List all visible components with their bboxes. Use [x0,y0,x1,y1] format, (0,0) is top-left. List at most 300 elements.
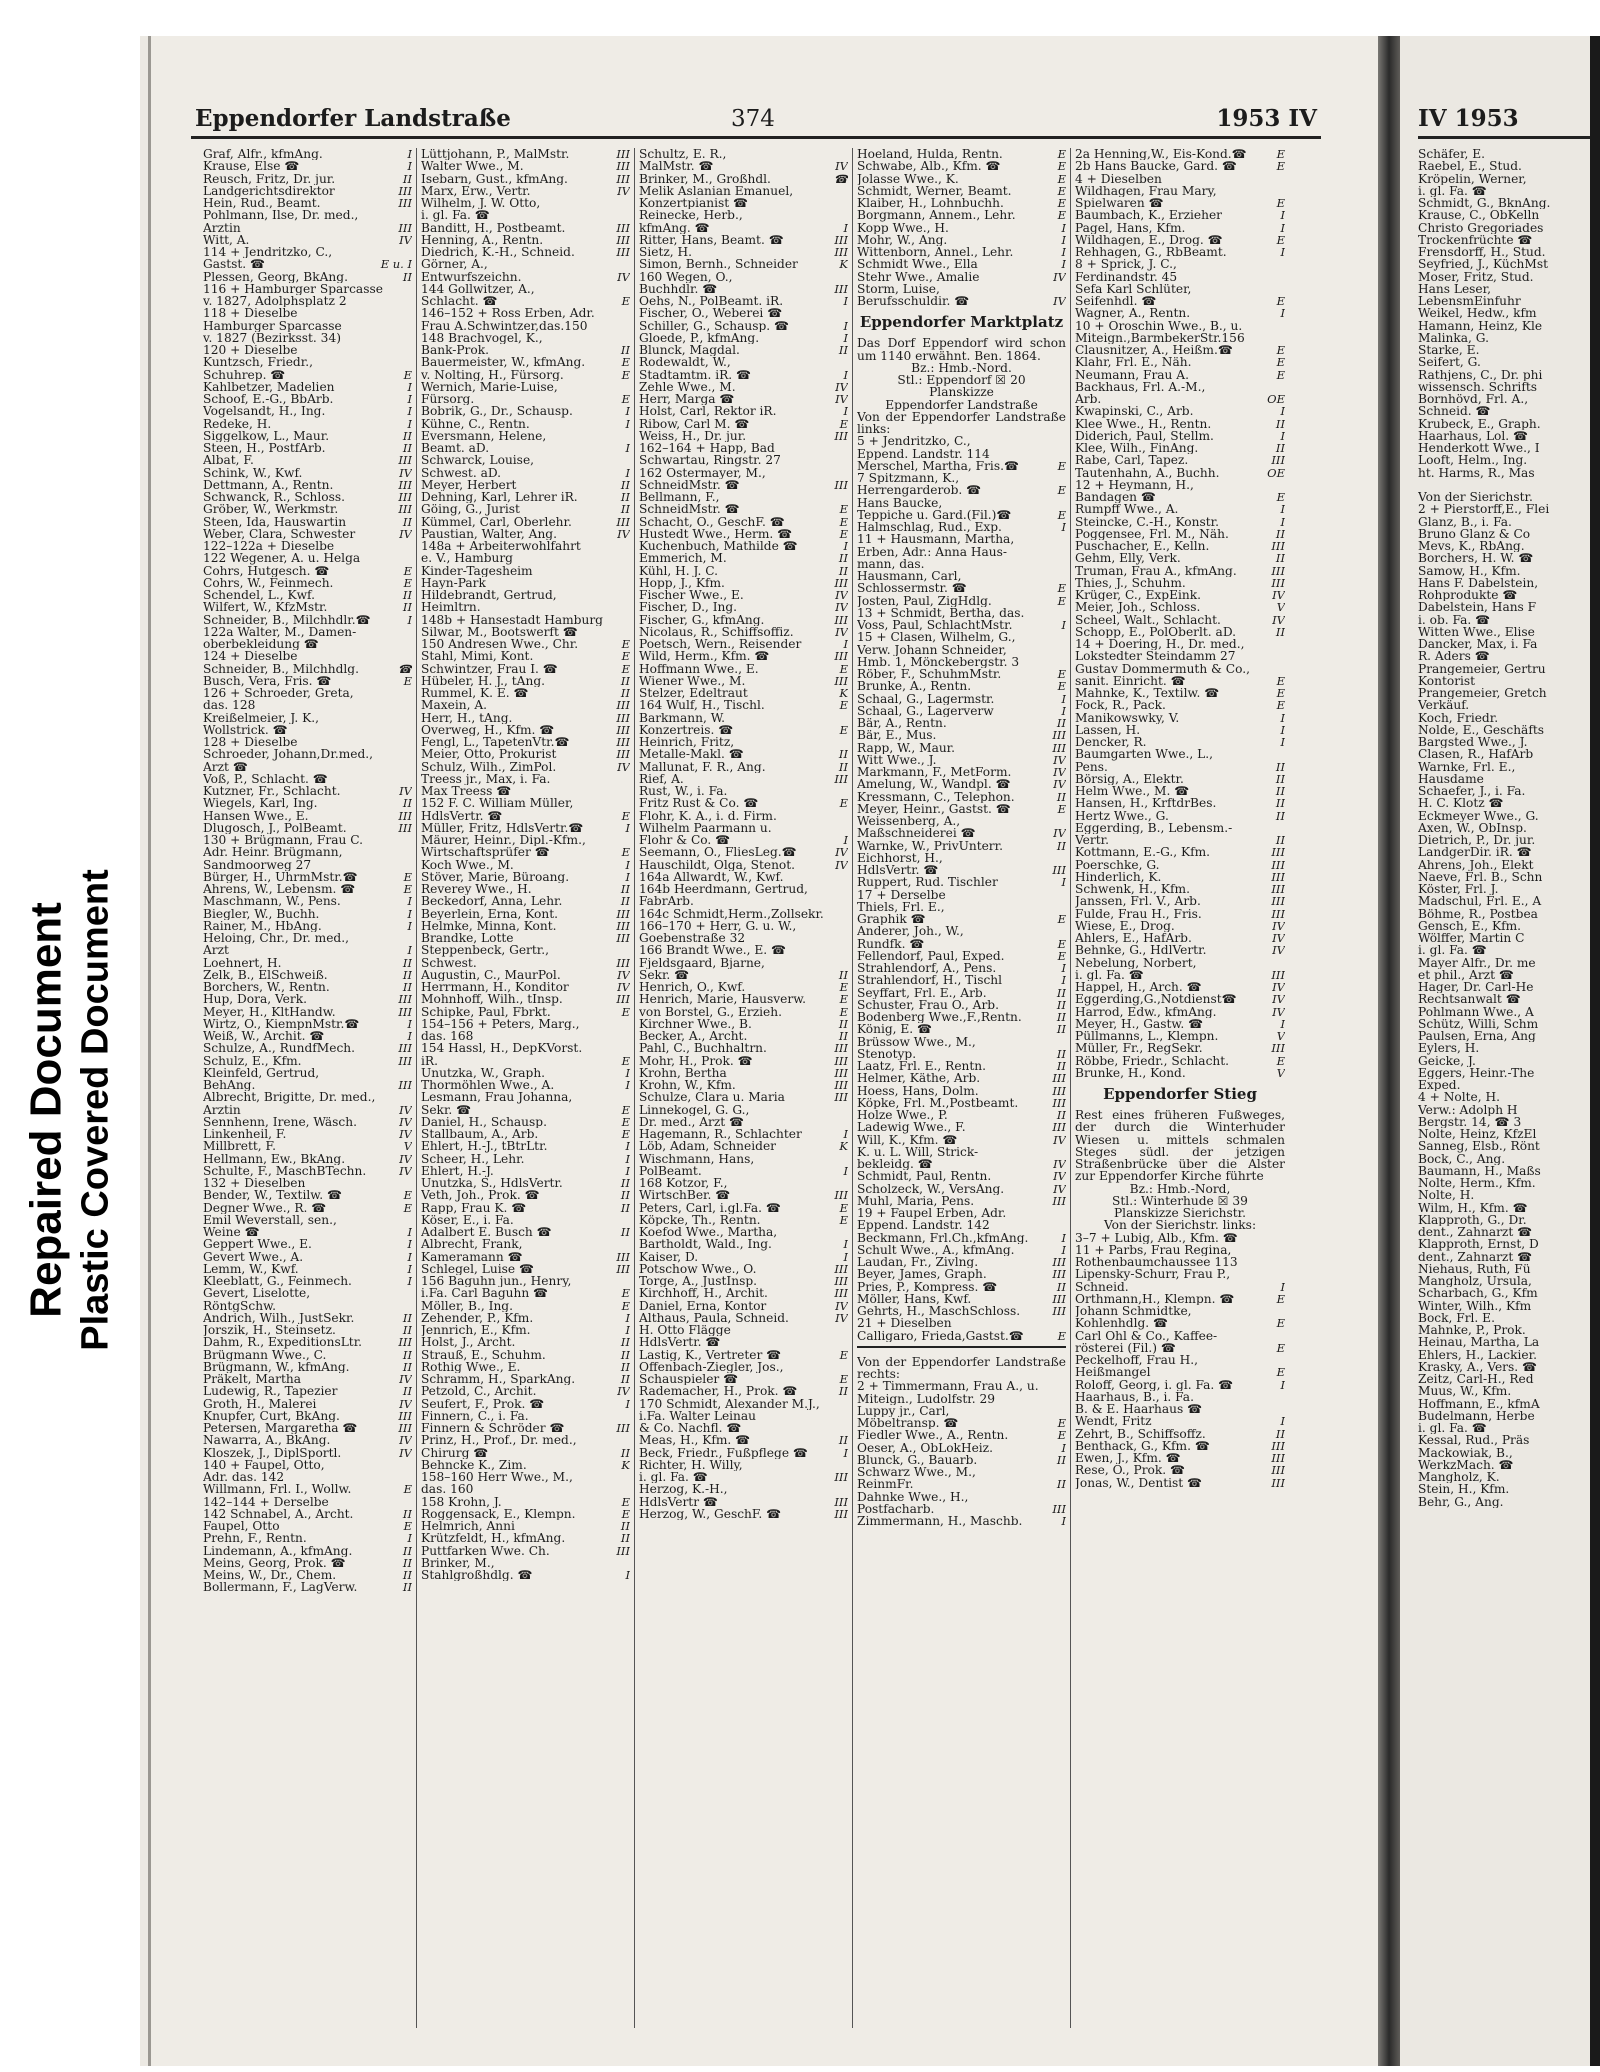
entry-text: 156 Baguhn jun., Henry, [421,1275,572,1288]
directory-entry [639,1091,848,1103]
directory-entry [1075,1219,1285,1231]
floor-marker: IV [617,1385,630,1398]
floor-marker: III [616,1262,630,1275]
directory-entry [1075,405,1285,417]
entry-text: Postfacharb. [857,1502,935,1515]
directory-entry [203,859,412,871]
entry-text: Finnern & Schröder ☎ [421,1422,565,1435]
entry-text: Cohrs, Hutgesch. ☎ [203,564,330,577]
directory-entry [1075,540,1285,552]
directory-entry [421,614,630,626]
entry-text: Brüssow Wwe., M., [857,1035,976,1048]
floor-marker: V [403,1140,412,1153]
floor-marker: II [1056,1047,1066,1060]
entry-text: Torge, A., JustInsp. [639,1275,758,1288]
entry-text: Brinker, M., [421,1556,495,1569]
entry-text: Kleeblatt, G., Feinmech. [203,1275,352,1288]
directory-entry [857,1268,1066,1280]
directory-entry [857,283,1066,295]
directory-entry [421,859,630,871]
floor-marker: IV [1053,778,1066,791]
directory-entry [1075,932,1285,944]
directory-entry [857,987,1066,999]
directory-entry [203,246,412,258]
directory-entry [203,418,412,430]
directory-entry [857,913,1066,925]
directory-entry: 4 + Nolte, H. [1418,1091,1500,1104]
entry-text: Brügmann Wwe., C. [203,1348,327,1361]
entry-text: Sietz, H. [639,246,693,259]
floor-marker: III [616,1422,630,1435]
directory-entry: i. ob. Fa. ☎ [1418,613,1491,626]
directory-column [199,148,417,2028]
directory-entry [1075,981,1285,993]
entry-text: Faupel, Otto [203,1520,280,1533]
floor-marker: E [1276,1317,1285,1330]
directory-entry [1075,1391,1285,1403]
directory-entry [1075,369,1285,381]
entry-text: Konzertpianist ☎ [639,197,749,210]
floor-marker: I [843,1164,848,1177]
floor-marker: III [834,1066,848,1079]
directory-entry: Niehaus, Ruth, Fü [1418,1262,1531,1275]
floor-marker: III [398,221,412,234]
entry-text: Rapp, Frau K. ☎ [421,1201,527,1214]
directory-entry: i. gl. Fa. ☎ [1418,184,1487,197]
entry-text: 140 + Faupel, Otto, [203,1458,325,1471]
floor-marker: I [843,1250,848,1263]
directory-entry [639,1042,848,1054]
directory-entry [857,1503,1066,1515]
directory-entry: 2 + Pierstorff,E., Flei [1418,503,1550,516]
directory-entry [1075,699,1285,711]
entry-text: 122 Wegener, A. u. Helga [203,552,361,565]
floor-marker: E [403,870,412,883]
directory-entry [203,1496,412,1508]
floor-marker: III [398,197,412,210]
entry-text: Schlossermstr. ☎ [857,582,967,595]
directory-entry [421,736,630,748]
entry-text: 4 + Dieselben [1075,172,1162,185]
entry-text: Stadtamtm. iR. ☎ [639,368,752,381]
floor-marker: ☎ [833,172,848,185]
entry-text: Schwabe, Alb., Kfm. ☎ [857,160,1001,173]
directory-entry [203,1251,412,1263]
entry-text: Ewen, J., Kfm. ☎ [1075,1452,1181,1465]
directory-entry: Scharbach, G., Kfm [1418,1287,1538,1300]
floor-marker: II [620,1532,630,1545]
directory-entry [421,1385,630,1397]
entry-text: Unutzka, W., Graph. [421,1066,546,1079]
directory-entry [421,209,630,221]
directory-entry [421,1189,630,1201]
directory-entry [203,467,412,479]
entry-text: Sennhenn, Irene, Wäsch. [203,1115,357,1128]
entry-text: Meyer, Heinr., Gastst. ☎ [857,802,1011,815]
entry-text: Emmerich, M. [639,552,727,565]
entry-text: Pahl, C., Buchhaltrn. [639,1042,767,1055]
directory-entry: Hager, Dr. Carl-He [1418,981,1534,994]
floor-marker: E [1057,594,1066,607]
directory-entry [1075,1379,1285,1391]
entry-text: Potschow Wwe., O. [639,1262,757,1275]
entry-text: Gehrts, H., MaschSchloss. [857,1305,1021,1318]
entry-text: Rodewaldt, W., [639,356,731,369]
directory-entry [421,1312,630,1324]
entry-text: Bank-Prok. [421,344,489,357]
floor-marker: I [843,540,848,553]
entry-text: Schmidt Wwe., Ella [857,258,978,271]
directory-entry [639,1361,848,1373]
entry-text: Schacht, O., GeschF. ☎ [639,515,785,528]
directory-entry [857,582,1066,594]
directory-entry [639,1447,848,1459]
entry-text: Göing, G., Jurist [421,503,520,516]
floor-marker: K [621,1458,630,1471]
entry-text: Scholzeck, W., VersAng. [857,1182,1005,1195]
directory-entry [639,969,848,981]
directory-entry [857,668,1066,680]
directory-entry [203,1447,412,1459]
floor-marker: III [1271,1476,1285,1489]
floor-marker: III [616,221,630,234]
entry-text: 12 + Heymann, H., [1075,478,1194,491]
entry-text: 130 + Brügmann, Frau C. [203,834,363,847]
directory-entry [857,1146,1066,1158]
entry-text: Rademacher, H., Prok. ☎ [639,1385,798,1398]
entry-text: das. 128 [203,699,256,712]
floor-marker: III [616,956,630,969]
directory-entry [639,160,848,172]
entry-text: Paustian, Walter, Ang. [421,527,557,540]
entry-text: Hauschildt, Olga, Stenot. [639,858,796,871]
floor-marker: III [616,1544,630,1557]
directory-entry: Geicke, J. [1418,1054,1476,1067]
entry-text: Schaal, G., Lagerverw [857,704,994,717]
entry-text: 14 + Doering, H., Dr. med., [1075,638,1245,651]
entry-text: 15 + Clasen, Wilhelm, G., [857,631,1016,644]
floor-marker: II [838,344,848,357]
entry-text: 19 + Faupel Erben, Adr. [857,1207,1007,1220]
directory-entry [421,295,630,307]
entry-text: Meas, H., Kfm. ☎ [639,1434,751,1447]
floor-marker: II [402,442,412,455]
directory-entry [421,1532,630,1544]
directory-entry [857,435,1066,447]
directory-entry: Seifert, G. [1418,356,1481,369]
entry-text: Linnekogel, G. G., [639,1103,750,1116]
entry-text: Eggerding, B., Lebensm.- [1075,821,1233,834]
directory-entry [203,1042,412,1054]
entry-text: Klahr, Frl. E., Näh. [1075,356,1192,369]
directory-entry: Malinka, G. [1418,331,1489,344]
entry-text: Miteign.,BarmbekerStr.156 [1075,331,1245,344]
floor-marker: I [1061,521,1066,534]
entry-text: Albrecht, Frank, [421,1238,523,1251]
entry-text: Beckmann, Frl.Ch.,kfmAng. [857,1231,1029,1244]
entry-text: Fischer, G., kfmAng. [639,613,765,626]
directory-entry [857,852,1066,864]
floor-marker: II [402,270,412,283]
directory-entry [639,491,848,503]
floor-marker: III [616,246,630,259]
directory-entry [639,724,848,736]
floor-marker: II [402,1556,412,1569]
directory-entry [203,307,412,319]
directory-entry: Dancker, Max, i. Fa [1418,638,1538,651]
directory-entry: Axen, W., ObInsp. [1418,821,1527,834]
floor-marker: III [1271,858,1285,871]
directory-entry: Mangholz, Ursula, [1418,1275,1532,1288]
directory-entry: Hamann, Heinz, Kle [1418,319,1543,332]
entry-text: Müller, Fritz, HdlsVertr.☎ [421,821,584,834]
directory-column [853,148,1071,2028]
entry-text: Benthack, G., Kfm. ☎ [1075,1439,1211,1452]
floor-marker: E [1057,802,1066,815]
entry-text: Amelung, W., Wandpl. ☎ [857,778,1011,791]
floor-marker: I [625,858,630,871]
entry-text: Weiß, W., Archit. ☎ [203,1030,325,1043]
floor-marker: E [1057,209,1066,222]
floor-marker: IV [399,1164,412,1177]
directory-entry [203,797,412,809]
entry-text: Groth, H., Malerei [203,1397,317,1410]
directory-entry [203,1336,412,1348]
floor-marker: E [839,527,848,540]
entry-text: Puttfarken Wwe. Ch. [421,1544,550,1557]
floor-marker: II [1056,717,1066,730]
directory-entry [1075,1330,1285,1342]
directory-entry [1075,675,1285,687]
floor-marker: E [839,993,848,1006]
directory-entry [203,1557,412,1569]
directory-entry [203,1055,412,1067]
directory-entry [1075,1403,1285,1415]
directory-entry [857,546,1066,558]
floor-marker: II [402,1324,412,1337]
directory-entry [421,663,630,675]
entry-text: Schmidt, Paul, Rentn. [857,1170,992,1183]
directory-entry [1075,663,1285,675]
floor-marker: I [407,907,412,920]
directory-entry: Schmidt, G., BknAng. [1418,197,1551,210]
directory-entry [639,1287,848,1299]
entry-text: Kahlbetzer, Madelien [203,380,335,393]
entry-text: Weissenberg, A., [857,815,961,828]
entry-text: Bauermeister, W., kfmAng. [421,356,586,369]
directory-entry [1075,650,1285,662]
entry-text: Lesmann, Frau Johanna, [421,1091,573,1104]
directory-entry [1075,1055,1285,1067]
entry-text: Clausnitzer, A., Heißm.☎ [1075,344,1234,357]
directory-entry [857,1515,1066,1527]
floor-marker: E [1276,1366,1285,1379]
floor-marker: II [620,1373,630,1386]
floor-marker: IV [399,1103,412,1116]
directory-entry [639,993,848,1005]
entry-text: Brinker, M., Großhdl. [639,172,771,185]
floor-marker: III [834,429,848,442]
entry-text: Arb. [1075,393,1102,406]
entry-text: Schiller, G., Schausp. ☎ [639,319,790,332]
floor-marker: I [407,1030,412,1043]
floor-marker: E [621,638,630,651]
directory-entry [203,1410,412,1422]
directory-entry [1075,638,1285,650]
floor-marker: I [1061,221,1066,234]
floor-marker: II [402,1544,412,1557]
entry-text: 170 Schmidt, Alexander M.J., [639,1397,820,1410]
directory-entry [421,1569,630,1581]
directory-entry [203,1581,412,1593]
entry-text: Wirtz, O., KiempnMstr.☎ [203,1017,360,1030]
directory-entry [639,516,848,528]
directory-entry [421,981,630,993]
entry-text: Herrmann, H., Konditor [421,981,569,994]
entry-text: Löb, Adam, Schneider [639,1140,776,1153]
directory-entry [421,626,630,638]
directory-entry [421,1545,630,1557]
entry-text: 164a Allwardt, W., Kwf. [639,870,784,883]
directory-entry: Eckmeyer Wwe., G. [1418,809,1539,822]
directory-entry: ht. Harms, R., Mas [1418,466,1535,479]
floor-marker: I [407,944,412,957]
entry-text: Reverey Wwe., H. [421,883,532,896]
directory-entry [857,864,1066,876]
directory-entry [203,528,412,540]
entry-text: Herzog, W., GeschF. ☎ [639,1507,782,1520]
entry-text: Arztin [203,1103,241,1116]
floor-marker: OE [1267,393,1285,406]
entry-text: Schuhrep. ☎ [203,368,286,381]
entry-text: Steen, H., PostfArb. [203,442,326,455]
floor-marker: I [843,405,848,418]
floor-marker: I [625,1140,630,1153]
directory-entry [421,1373,630,1385]
floor-marker: I [625,417,630,430]
entry-text: Eppendorfer Stieg [1103,1085,1257,1103]
directory-entry [203,638,412,650]
entry-text: Peckelhoff, Frau H., [1075,1354,1198,1367]
floor-marker: IV [1053,827,1066,840]
directory-entry: Bruno Glanz & Co [1418,527,1531,540]
directory-entry [639,381,848,393]
floor-marker: II [1275,785,1285,798]
directory-entry [639,895,848,907]
floor-marker: III [1052,1502,1066,1515]
entry-text: Henrich, O., Kwf. [639,981,746,994]
entry-text: Reinecke, Herb., [639,209,743,222]
directory-entry [857,509,1066,521]
directory-entry: Krause, C., ObKelln [1418,209,1540,222]
directory-entry [203,1030,412,1042]
floor-marker: III [616,932,630,945]
directory-entry: Köster, Frl. J. [1418,883,1499,896]
entry-text: Dencker, R. [1075,736,1147,749]
directory-entry [203,1508,412,1520]
directory-entry [421,797,630,809]
entry-text: Plessen, Georg, BkAng. [203,270,348,283]
entry-text: Hertz Wwe., G. [1075,809,1169,822]
directory-entry: Prangemeier, Gertru [1418,662,1546,675]
floor-marker: II [838,1385,848,1398]
directory-entry: Samow, H., Kfm. [1418,564,1521,577]
entry-text: 148a + Arbeiterwohlfahrt [421,540,581,553]
floor-marker: IV [399,527,412,540]
directory-entry [639,1349,848,1361]
directory-entry [1075,1464,1285,1476]
floor-marker: IV [617,968,630,981]
directory-entry: Gensch, E., Kfm. [1418,919,1522,932]
entry-text: Bürger, H., UhrmMstr.☎ [203,870,358,883]
floor-marker: II [620,1520,630,1533]
directory-columns [199,148,1289,2028]
entry-text: Arzt [203,944,229,957]
floor-marker: V [1276,601,1285,614]
entry-text: 162–164 + Happ, Bad [639,442,775,455]
directory-entry [421,1116,630,1128]
directory-entry [421,442,630,454]
directory-entry [639,1251,848,1263]
directory-entry [1075,601,1285,613]
entry-text: Richter, H. Willy, [639,1458,743,1471]
directory-entry [1075,1244,1285,1256]
directory-entry [421,822,630,834]
floor-marker: III [398,1042,412,1055]
entry-text: Wischmann, Hans, [639,1152,755,1165]
directory-entry [203,589,412,601]
directory-entry [639,1496,848,1508]
entry-text: Gustav Dommermuth & Co., [1075,662,1250,675]
floor-marker: V [1276,1066,1285,1079]
entry-text: Wiener Wwe., M. [639,674,746,687]
entry-text: Zelk, B., ElSchweiß. [203,968,328,981]
directory-entry [857,1097,1066,1109]
directory-entry [639,1410,848,1422]
directory-entry: Pohlmann Wwe., A [1418,1005,1534,1018]
directory-entry [421,1398,630,1410]
directory-entry [857,595,1066,607]
entry-text: Hoffmann Wwe., E. [639,662,759,675]
directory-entry [203,1263,412,1275]
entry-text: Vertr. [1075,834,1109,847]
entry-text: Mäurer, Heinr., Dipl.-Kfm., [421,834,586,847]
directory-entry: Mangholz, K. [1418,1471,1500,1484]
entry-text: Stelzer, Edeltraut [639,687,748,700]
directory-entry [203,1006,412,1018]
directory-entry [639,712,848,724]
entry-text: Görner, A., [421,258,488,271]
floor-marker: ☎ [397,662,412,675]
directory-entry: Koch, Friedr. [1418,711,1499,724]
entry-text: Mahnke, K., Textilw. ☎ [1075,687,1220,700]
entry-text: Luppy jr., Carl, [857,1404,950,1417]
right-page-column [1418,148,1598,1508]
directory-entry [1075,467,1285,479]
entry-text: Frau A.Schwintzer,das.150 [421,319,588,332]
entry-text: König, E. ☎ [857,1023,933,1036]
floor-marker: E [839,662,848,675]
floor-marker: II [1056,998,1066,1011]
entry-text: Pens. [1075,760,1108,773]
entry-text: Schult Wwe., A., kfmAng. [857,1243,1015,1256]
directory-entry: Hausdame [1418,772,1484,785]
floor-marker: E [839,1373,848,1386]
floor-marker: II [620,491,630,504]
directory-entry [203,883,412,895]
directory-entry [1075,454,1285,466]
entry-text: Heinrich, Fritz, [639,736,735,749]
